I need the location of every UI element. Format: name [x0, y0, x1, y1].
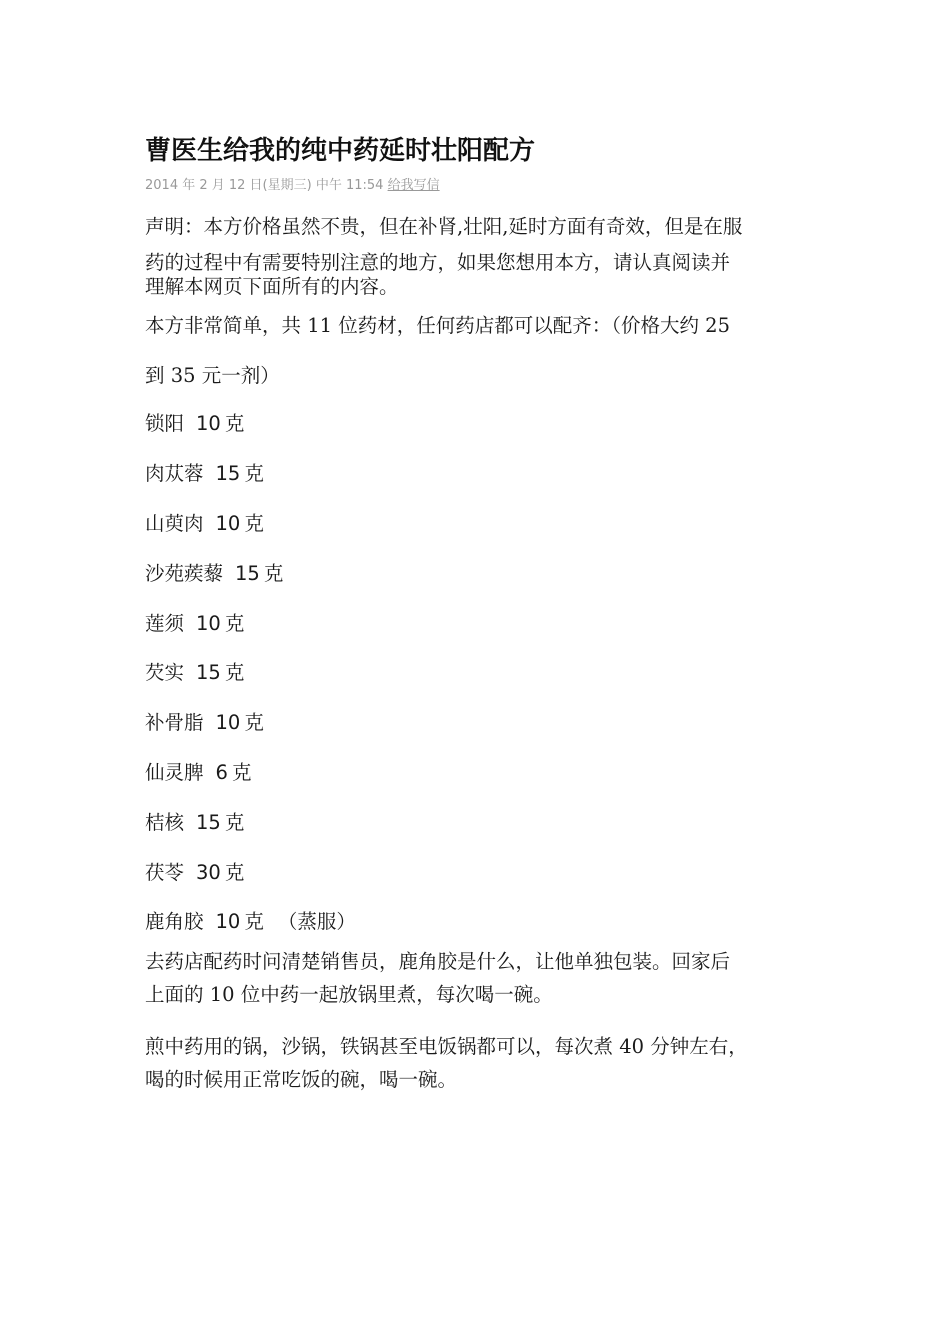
herb-name: 补骨脂 — [145, 711, 204, 734]
herb-unit: 克 — [244, 711, 264, 734]
herb-dose: 15 — [215, 462, 241, 485]
herb-dose: 15 — [196, 661, 221, 684]
herb-dose: 10 — [215, 711, 241, 734]
herb-unit: 克 — [263, 562, 284, 585]
herb-unit: 克 — [231, 761, 252, 784]
intro-line-1: 本方非常简单，共 11 位药材，任何药店都可以配齐：（价格大约 25 — [145, 314, 730, 337]
herb-item — [145, 409, 244, 439]
instruction-line-2: 上面的 10 位中药一起放锅里煮，每次喝一碗。 — [145, 983, 553, 1006]
herb-item — [145, 658, 244, 688]
herb-unit: 克 — [224, 612, 245, 635]
herb-unit: 克 — [244, 462, 264, 485]
herb-unit: 克 — [224, 661, 245, 684]
article-title: 曹医生给我的纯中药延时壮阳配方 — [145, 136, 536, 166]
instruction-paragraph — [145, 945, 815, 1011]
herb-name: 桔核 — [145, 811, 185, 834]
herb-note: （蒸服） — [277, 910, 356, 933]
herb-dose: 15 — [196, 811, 221, 834]
instruction-line-1: 去药店配药时问清楚销售员，鹿角胶是什么，让他单独包装。回家后 — [145, 950, 731, 973]
herb-name: 肉苁蓉 — [145, 462, 204, 485]
herb-name: 沙苑蒺藜 — [145, 562, 224, 585]
herb-name: 鹿角胶 — [145, 910, 204, 933]
declaration-line-3: 理解本网页下面所有的内容。 — [145, 275, 399, 298]
post-date: 2014 年 2 月 12 日(星期三) 中午 11:54 — [145, 178, 384, 193]
herb-dose: 10 — [215, 512, 241, 535]
herb-dose: 30 — [196, 861, 221, 884]
herb-dose: 10 — [215, 910, 241, 933]
herb-name: 仙灵脾 — [145, 761, 204, 784]
herb-item — [145, 758, 251, 788]
cooking-line-1: 煎中药用的锅，沙锅，铁锅甚至电饭锅都可以，每次煮 40 分钟左右， — [145, 1035, 748, 1058]
herb-item — [145, 509, 264, 539]
cooking-line-2: 喝的时候用正常吃饭的碗，喝一碗。 — [145, 1068, 458, 1091]
herb-name: 锁阳 — [145, 412, 185, 435]
herb-item — [145, 609, 244, 639]
declaration-paragraph — [145, 210, 815, 299]
herb-unit: 克 — [244, 512, 264, 535]
herb-unit: 克 — [224, 412, 245, 435]
write-to-me-link[interactable]: 给我写信 — [387, 178, 440, 193]
herb-dose: 15 — [235, 562, 260, 585]
herb-name: 茯苓 — [145, 861, 185, 884]
herb-unit: 克 — [244, 910, 264, 933]
herb-unit: 克 — [224, 811, 245, 834]
herb-dose: 10 — [196, 612, 221, 635]
herb-dose: 10 — [196, 412, 221, 435]
herb-name: 芡实 — [145, 661, 185, 684]
herb-item — [145, 459, 264, 489]
herb-item — [145, 559, 283, 589]
herb-item — [145, 858, 244, 888]
herb-item — [145, 708, 264, 738]
cooking-paragraph — [145, 1030, 815, 1096]
article-meta — [145, 176, 440, 196]
herb-unit: 克 — [224, 861, 245, 884]
declaration-line-2: 药的过程中有需要特别注意的地方，如果您想用本方，请认真阅读并 — [145, 251, 731, 274]
intro-line-2: 到 35 元一剂） — [145, 364, 280, 387]
declaration-line-1: 声明：本方价格虽然不贵，但在补肾,壮阳,延时方面有奇效，但是在服 — [145, 215, 743, 238]
herb-name: 山萸肉 — [145, 512, 204, 535]
herb-item — [145, 808, 244, 838]
herb-dose: 6 — [215, 761, 228, 784]
herb-name: 莲须 — [145, 612, 185, 635]
herb-item — [145, 907, 356, 937]
